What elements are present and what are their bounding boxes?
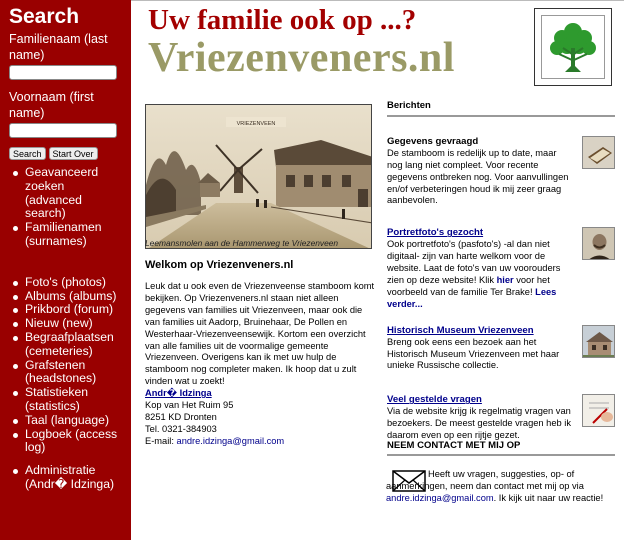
search-button[interactable]: Search <box>9 147 46 160</box>
menu-item-advanced-search[interactable]: Geavanceerd zoeken (advanced search) <box>11 166 123 221</box>
contact-email-link[interactable]: andre.idzinga@gmail.com <box>386 492 494 503</box>
tree-icon <box>541 15 605 79</box>
address-line-2: 8251 KD Dronten <box>145 411 217 422</box>
menu-item-cemeteries[interactable]: Begraafplaatsen (cemeteries) <box>11 331 123 359</box>
menu-item-language[interactable]: Taal (language) <box>11 414 123 428</box>
email-label: E-mail: <box>145 435 174 446</box>
menu-item-forum[interactable]: Prikbord (forum) <box>11 303 123 317</box>
news-item <box>387 394 615 442</box>
menu-item-albums[interactable]: Albums (albums) <box>11 290 123 304</box>
menu-item-administration[interactable]: Administratie (Andr� Idzinga) <box>11 464 123 492</box>
phone: Tel. 0321-384903 <box>145 423 217 434</box>
photo-caption: Leemansmolen aan de Hammerweg te Vriezenveen <box>145 238 339 248</box>
writing-hand-icon <box>582 394 615 427</box>
family-name-label: Familienaam (last name) <box>9 32 108 62</box>
news-text: De stamboom is redelijk up to date, maar nog lang niet compleet. Voor recente gegevens ontbreken nog. Voor aanvullingen en/of verbeteringen houd ik mij zeer graag aanbevolen. <box>387 147 569 206</box>
menu-search <box>11 166 123 249</box>
search-buttons <box>9 147 123 160</box>
news-title: Berichten <box>387 100 615 117</box>
menu-item-access-log[interactable]: Logboek (access log) <box>11 428 123 456</box>
menu-main <box>11 276 123 455</box>
contact-title: NEEM CONTACT MET MIJ OP <box>387 440 615 456</box>
header-tagline: Uw familie ook op ...? <box>148 4 417 36</box>
first-name-label: Voornaam (first name) <box>9 90 94 120</box>
photo-sign: VRIEZENVEEN <box>236 121 276 127</box>
museum-icon <box>582 325 615 358</box>
search-title: Search <box>9 5 80 28</box>
news-headline-link[interactable]: Veel gestelde vragen <box>387 394 482 406</box>
news-text: Via de website krijg ik regelmatig vragen van bezoekers. De meest gestelde vragen heb ik daarom even op een rijtje gezet. <box>387 406 571 441</box>
menu-item-surnames[interactable]: Familienamen (surnames) <box>11 221 123 249</box>
portrait-icon <box>582 227 615 260</box>
email-link[interactable]: andre.idzinga@gmail.com <box>176 435 285 446</box>
site-title[interactable]: Vriezenveners.nl <box>148 35 455 81</box>
book-icon <box>582 136 615 169</box>
news-item <box>387 325 615 373</box>
address-line-1: Kop van Het Ruim 95 <box>145 399 234 410</box>
news-headline: Gegevens gevraagd <box>387 135 479 147</box>
menu-item-photos[interactable]: Foto's (photos) <box>11 276 123 290</box>
menu-item-new[interactable]: Nieuw (new) <box>11 317 123 331</box>
menu-admin <box>11 464 123 492</box>
here-link[interactable]: hier <box>496 274 514 285</box>
contact-text: Heeft uw vragen, suggesties, op- of aanmerkingen, neem dan contact met mij op via andre.idzinga@gmail.com. Ik kijk uit naar uw reactie! <box>386 469 604 503</box>
welcome-text: Leuk dat u ook even de Vriezenveense stamboom komt bekijken. Op Vriezenveners.nl staan niet alleen gegevens van families uit Vriezenveen, maar ook die van families uit Aadorp, Bruinehaar, De Pollen en Westerhaar-Vriezenveensewijk. Kortom een overzicht van alle families uit de voormalige gemeente Vriezenveen. Overigens kan ik met uw hulp de stamboom nog completer maken. Ik hoop dat u zult vinden wat u zoekt! <box>145 281 375 387</box>
family-name-input[interactable] <box>9 65 117 80</box>
menu-item-statistics[interactable]: Statistieken (statistics) <box>11 386 123 414</box>
contact-name-link[interactable]: Andr� Idzinga <box>145 388 212 398</box>
start-over-button[interactable]: Start Over <box>49 147 98 160</box>
welcome-title: Welkom op Vriezenveners.nl <box>145 259 294 271</box>
news-text: Ook portretfoto's (pasfoto's) -al dan niet digitaal- zijn van harte welkom voor de website. Laat de foto's van uw voorouders zien op deze website! Klik hier voor het voorbeeld van de familie Ter Brake! Lees verder... <box>387 239 561 309</box>
read-more-link[interactable]: Lees verder... <box>387 286 557 309</box>
site-logo[interactable] <box>534 8 612 86</box>
news-headline-link[interactable]: Historisch Museum Vriezenveen <box>387 324 534 336</box>
news-column <box>387 100 615 442</box>
sidebar <box>0 0 131 540</box>
contact-address <box>145 388 377 448</box>
news-item <box>387 227 615 310</box>
first-name-input[interactable] <box>9 123 117 138</box>
news-headline-link[interactable]: Portretfoto's gezocht <box>387 227 484 239</box>
news-text: Breng ook eens een bezoek aan het Historisch Museum Vriezenveen met haar unieke Russische collectie. <box>387 336 560 371</box>
news-item <box>387 136 615 207</box>
menu-item-headstones[interactable]: Grafstenen (headstones) <box>11 359 123 387</box>
village-photo <box>145 104 372 249</box>
top-divider <box>131 0 624 1</box>
